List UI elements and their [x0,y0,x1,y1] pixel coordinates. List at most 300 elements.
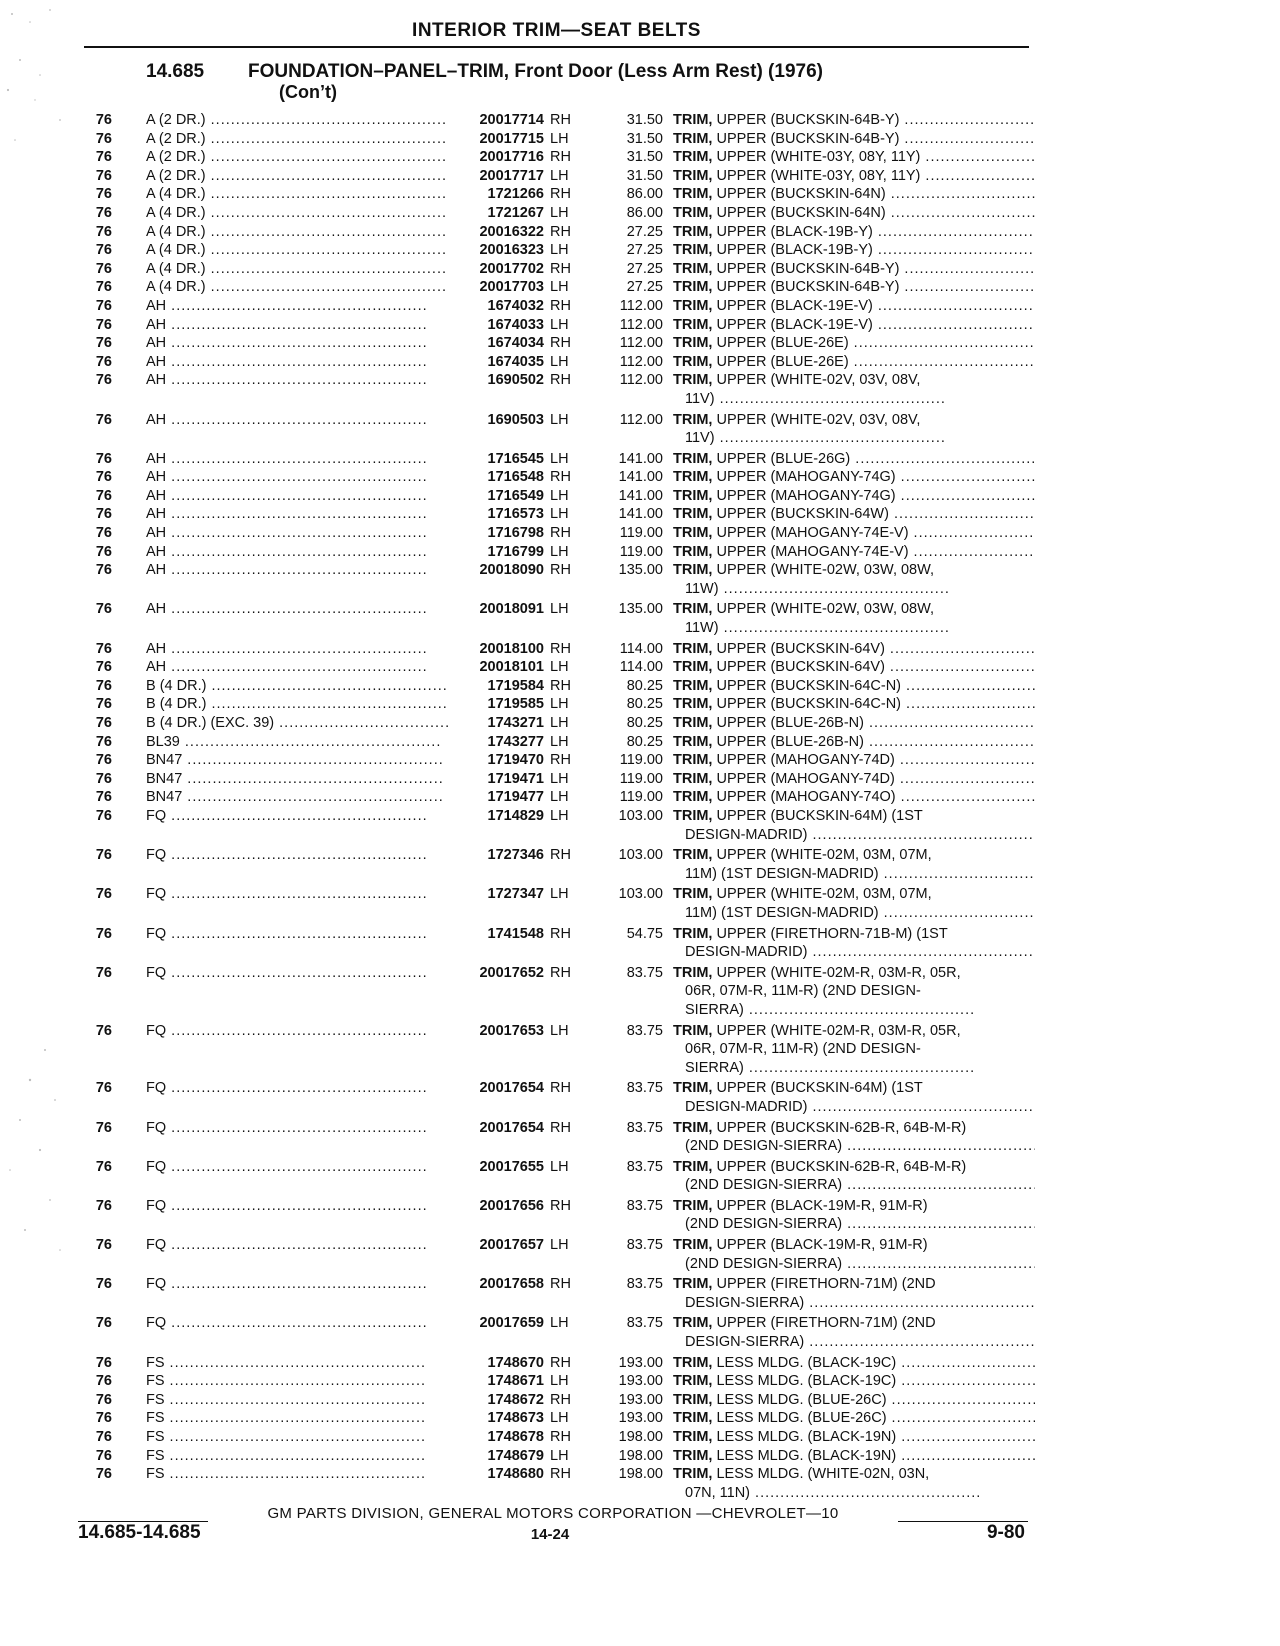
year-cell: 76 [95,640,112,657]
description-line: TRIM, UPPER (BLACK-19M-R, 91M-R) [673,1237,928,1254]
description-keyword: TRIM, [673,847,713,864]
price-cell: 193.00 [618,1410,663,1427]
year-cell: 76 [95,1119,112,1136]
table-row [78,1079,1038,1118]
price-cell: 119.00 [619,752,663,769]
description-keyword: TRIM, [673,640,713,657]
description-line: (2ND DESIGN-SIERRA) ..... [673,1215,1035,1234]
part-number-cell: 1748670 [448,1354,544,1373]
price-cell: 135.00 [618,601,663,618]
part-number-cell: 20017654 [448,1119,544,1138]
description-line: TRIM, UPPER (WHITE-03Y, 08Y, 11Y) ..... [673,148,1035,167]
description-line: TRIM, LESS MLDG. (BLACK-19C) ..... [673,1354,1035,1373]
part-number-cell: 1727347 [448,885,544,904]
description-cell [673,316,1035,335]
description-keyword: TRIM, [673,130,713,147]
model-cell: AH ..... [146,411,456,430]
description-keyword: TRIM, [673,659,713,676]
side-cell: LH [550,733,569,750]
model-cell: AH ..... [146,353,456,372]
part-number-cell: 1748671 [448,1372,544,1391]
price-cell: 80.25 [626,715,663,731]
table-row [78,714,1038,733]
price-cell: 141.00 [618,469,663,486]
table-row [78,770,1038,789]
description-cell [673,223,1035,242]
description-keyword: TRIM, [673,487,713,504]
part-number-cell: 20017702 [448,260,544,279]
side-cell: RH [550,223,571,240]
table-row [78,1409,1038,1428]
part-number-cell: 20017653 [448,1022,544,1041]
model-cell: AH ..... [146,658,456,677]
model-cell: B (4 DR.) ..... [146,695,456,714]
price-cell: 27.25 [626,279,663,296]
side-cell: LH [550,279,569,296]
year-cell: 76 [95,487,112,504]
table-row [78,223,1038,242]
description-line: TRIM, UPPER (WHITE-02W, 03W, 08W, [673,601,935,618]
year-cell: 76 [95,601,112,618]
description-cell [673,1119,1035,1156]
price-cell: 119.00 [619,789,663,806]
model-cell: FQ ..... [146,1197,456,1216]
part-number-cell: 20018101 [448,658,544,677]
part-number-cell: 20017657 [448,1236,544,1255]
description-keyword: TRIM, [673,543,713,560]
price-cell: 86.00 [626,204,663,221]
description-keyword: TRIM, [673,112,713,128]
side-cell: RH [550,925,571,942]
year-cell: 76 [95,1197,112,1214]
description-cell [673,241,1035,260]
description-keyword: TRIM, [673,335,713,352]
description-line: TRIM, UPPER (FIRETHORN-71B-M) (1ST [673,925,948,942]
price-cell: 83.75 [626,1276,663,1293]
part-number-cell: 20016323 [448,241,544,260]
side-cell: RH [550,562,571,579]
description-line: TRIM, LESS MLDG. (WHITE-02N, 03N, [673,1466,930,1483]
year-cell: 76 [95,659,112,676]
part-number-cell: 20018091 [448,600,544,619]
description-cell [673,751,1035,770]
side-cell: RH [550,372,571,389]
model-cell: AH ..... [146,371,456,390]
side-cell: LH [550,411,569,428]
part-number-cell: 1748678 [448,1428,544,1447]
model-cell: AH ..... [146,600,456,619]
year-cell: 76 [95,1373,112,1390]
table-row [78,1022,1038,1080]
model-cell: FQ ..... [146,1314,456,1333]
description-cell [673,1428,1035,1447]
table-row [78,1314,1038,1353]
year-cell: 76 [95,1391,112,1408]
side-cell: LH [550,130,569,147]
description-cell [673,770,1035,789]
description-cell [673,1465,1035,1502]
price-cell: 119.00 [619,770,663,787]
table-row [78,487,1038,506]
description-line: TRIM, UPPER (FIRETHORN-71M) (2ND [673,1315,936,1332]
part-number-cell: 20017658 [448,1275,544,1294]
price-cell: 141.00 [618,450,663,467]
description-line: TRIM, UPPER (MAHOGANY-74G) ..... [673,468,1035,487]
description-line: DESIGN-MADRID) ..... [673,826,1035,845]
table-row [78,600,1038,639]
description-line: TRIM, UPPER (WHITE-02V, 03V, 08V, [673,372,921,389]
description-keyword: TRIM, [673,1373,713,1390]
year-cell: 76 [95,1410,112,1427]
description-line: TRIM, UPPER (BUCKSKIN-64B-Y) ..... [673,111,1035,130]
price-cell: 83.75 [626,1315,663,1332]
description-line: TRIM, UPPER (BUCKSKIN-62B-R, 64B-M-R) [673,1119,967,1136]
year-cell: 76 [95,260,112,277]
description-line: TRIM, UPPER (WHITE-02W, 03W, 08W, [673,562,935,579]
part-number-cell: 1743277 [448,733,544,752]
year-cell: 76 [95,1315,112,1332]
price-cell: 114.00 [619,640,663,657]
price-cell: 83.75 [626,1158,663,1175]
description-line: 06R, 07M-R, 11M-R) (2ND DESIGN- [685,983,921,1000]
model-cell: FS ..... [146,1465,456,1484]
parts-table [78,111,1038,1504]
model-cell: A (4 DR.) ..... [146,260,456,279]
footer-group-range: 14.685-14.685 [78,1522,201,1543]
year-cell: 76 [95,789,112,806]
price-cell: 83.75 [626,1197,663,1214]
year-cell: 76 [95,847,112,864]
model-cell: FQ ..... [146,807,456,826]
table-row [78,524,1038,543]
side-cell: RH [550,335,571,352]
description-cell [673,846,1035,883]
table-row [78,371,1038,410]
year-cell: 76 [95,1429,112,1445]
model-cell: A (2 DR.) ..... [146,167,456,186]
table-row [78,640,1038,659]
description-keyword: TRIM, [673,964,713,981]
part-number-cell: 1748672 [448,1391,544,1410]
table-row [78,695,1038,714]
part-number-cell: 1716549 [448,487,544,506]
description-line: TRIM, UPPER (MAHOGANY-74G) ..... [673,487,1035,506]
table-row [78,297,1038,316]
model-cell: FS ..... [146,1354,456,1373]
description-keyword: TRIM, [673,601,713,618]
part-number-cell: 20017703 [448,278,544,297]
model-cell: AH ..... [146,505,456,524]
table-row [78,1391,1038,1410]
description-line: TRIM, UPPER (BUCKSKIN-64N) ..... [673,185,1035,204]
year-cell: 76 [95,925,112,942]
model-cell: AH ..... [146,487,456,506]
description-cell [673,524,1035,543]
price-cell: 27.25 [626,260,663,277]
side-cell: RH [550,1119,571,1136]
year-cell: 76 [95,1080,112,1097]
part-number-cell: 20018100 [448,640,544,659]
price-cell: 112.00 [619,411,663,428]
table-row [78,130,1038,149]
table-row [78,1428,1038,1447]
model-cell: AH ..... [146,524,456,543]
table-row [78,751,1038,770]
year-cell: 76 [95,130,112,147]
price-cell: 114.00 [619,659,663,676]
section-title [146,62,1026,102]
description-line: (2ND DESIGN-SIERRA) ..... [673,1176,1035,1195]
table-row [78,241,1038,260]
price-cell: 119.00 [619,525,663,542]
description-keyword: TRIM, [673,1410,713,1427]
table-row [78,543,1038,562]
table-row [78,505,1038,524]
year-cell: 76 [95,186,112,203]
description-keyword: TRIM, [673,1197,713,1214]
year-cell: 76 [95,715,112,731]
price-cell: 31.50 [626,167,663,184]
description-cell [673,148,1035,167]
description-cell [673,353,1035,372]
description-line: TRIM, LESS MLDG. (BLUE-26C) ..... [673,1409,1035,1428]
part-number-cell: 20017654 [448,1079,544,1098]
side-cell: RH [550,964,571,981]
table-row [78,450,1038,469]
side-cell: LH [550,487,569,504]
model-cell: FQ ..... [146,885,456,904]
model-cell: A (4 DR.) ..... [146,204,456,223]
side-cell: RH [550,847,571,864]
table-row [78,204,1038,223]
description-line: TRIM, UPPER (BLUE-26E) ..... [673,334,1035,353]
part-number-cell: 1748679 [448,1447,544,1466]
description-line: TRIM, UPPER (BUCKSKIN-64B-Y) ..... [673,260,1035,279]
year-cell: 76 [95,353,112,370]
description-keyword: TRIM, [673,1466,713,1483]
price-cell: 112.00 [619,372,663,389]
table-row [78,185,1038,204]
description-line: TRIM, UPPER (WHITE-02M-R, 03M-R, 05R, [673,1022,961,1039]
model-cell: FS ..... [146,1391,456,1410]
price-cell: 103.00 [618,807,663,824]
description-cell [673,297,1035,316]
side-cell: RH [550,1080,571,1097]
table-row [78,1158,1038,1197]
description-line: DESIGN-MADRID) ..... [673,943,1035,962]
description-line: TRIM, UPPER (MAHOGANY-74O) ..... [673,788,1035,807]
side-cell: LH [550,1022,569,1039]
description-keyword: TRIM, [673,715,713,731]
model-cell: AH ..... [146,468,456,487]
description-cell [673,1022,1035,1078]
model-cell: FQ ..... [146,1079,456,1098]
model-cell: FQ ..... [146,1158,456,1177]
table-row [78,658,1038,677]
description-line: 06R, 07M-R, 11M-R) (2ND DESIGN- [685,1041,921,1058]
description-keyword: TRIM, [673,925,713,942]
year-cell: 76 [95,1022,112,1039]
description-line: TRIM, UPPER (BUCKSKIN-64M) (1ST [673,807,923,824]
description-line: TRIM, LESS MLDG. (BLACK-19N) ..... [673,1447,1035,1466]
price-cell: 112.00 [619,316,663,333]
description-line: TRIM, UPPER (BLACK-19E-V) ..... [673,297,1035,316]
description-line: TRIM, UPPER (BUCKSKIN-64C-N) ..... [673,677,1035,696]
description-cell [673,450,1035,469]
description-cell [673,640,1035,659]
year-cell: 76 [95,242,112,259]
year-cell: 76 [95,1354,112,1371]
description-line: 11V) ..... [673,429,1035,448]
year-cell: 76 [95,411,112,428]
description-cell [673,167,1035,186]
description-cell [673,411,1035,448]
part-number-cell: 1690503 [448,411,544,430]
side-cell: LH [550,1158,569,1175]
model-cell: FQ ..... [146,1275,456,1294]
side-cell: LH [550,1410,569,1427]
part-number-cell: 1719584 [448,677,544,696]
description-keyword: TRIM, [673,1354,713,1371]
part-number-cell: 1716545 [448,450,544,469]
year-cell: 76 [95,223,112,240]
description-cell [673,1197,1035,1234]
year-cell: 76 [95,335,112,352]
description-line: TRIM, UPPER (MAHOGANY-74D) ..... [673,751,1035,770]
description-line: TRIM, UPPER (BUCKSKIN-64M) (1ST [673,1080,923,1097]
year-cell: 76 [95,1276,112,1293]
description-line: TRIM, LESS MLDG. (BLUE-26C) ..... [673,1391,1035,1410]
description-line: TRIM, UPPER (BLUE-26E) ..... [673,353,1035,372]
description-keyword: TRIM, [673,562,713,579]
price-cell: 83.75 [626,1080,663,1097]
side-cell: LH [550,353,569,370]
description-line: TRIM, UPPER (BLUE-26B-N) ..... [673,733,1035,752]
side-cell: RH [550,112,571,128]
part-number-cell: 1727346 [448,846,544,865]
description-cell [673,788,1035,807]
table-row [78,885,1038,924]
price-cell: 83.75 [626,1119,663,1136]
side-cell: RH [550,752,571,769]
description-keyword: TRIM, [673,1276,713,1293]
side-cell: LH [550,543,569,560]
description-cell [673,543,1035,562]
part-number-cell: 1716798 [448,524,544,543]
description-line: TRIM, LESS MLDG. (BLACK-19C) ..... [673,1372,1035,1391]
side-cell: LH [550,1447,569,1464]
year-cell: 76 [95,807,112,824]
price-cell: 80.25 [626,696,663,713]
description-line: TRIM, UPPER (BUCKSKIN-64B-Y) ..... [673,130,1035,149]
side-cell: LH [550,242,569,259]
price-cell: 54.75 [626,925,663,942]
year-cell: 76 [95,149,112,166]
year-cell: 76 [95,1447,112,1464]
price-cell: 31.50 [626,149,663,166]
part-number-cell: 1743271 [448,714,544,733]
price-cell: 103.00 [618,847,663,864]
description-cell [673,600,1035,637]
side-cell: RH [550,1429,571,1445]
part-number-cell: 1719585 [448,695,544,714]
description-keyword: TRIM, [673,149,713,166]
description-line: TRIM, UPPER (BUCKSKIN-64V) ..... [673,658,1035,677]
table-row [78,1236,1038,1275]
side-cell: RH [550,469,571,486]
price-cell: 119.00 [619,543,663,560]
description-line: TRIM, LESS MLDG. (BLACK-19N) ..... [673,1428,1035,1447]
side-cell: LH [550,696,569,713]
description-cell [673,1236,1035,1273]
year-cell: 76 [95,1466,112,1483]
description-line: TRIM, UPPER (BUCKSKIN-64C-N) ..... [673,695,1035,714]
description-keyword: TRIM, [673,1237,713,1254]
table-row [78,561,1038,600]
side-cell: RH [550,1466,571,1483]
side-cell: LH [550,770,569,787]
description-line: 07N, 11N) ..... [673,1484,1035,1503]
description-cell [673,925,1035,962]
description-cell [673,561,1035,598]
model-cell: FQ ..... [146,846,456,865]
description-keyword: TRIM, [673,411,713,428]
description-line: TRIM, UPPER (WHITE-03Y, 08Y, 11Y) ..... [673,167,1035,186]
price-cell: 135.00 [618,562,663,579]
table-row [78,1354,1038,1373]
table-row [78,807,1038,846]
year-cell: 76 [95,450,112,467]
model-cell: AH ..... [146,450,456,469]
table-row [78,1372,1038,1391]
description-line: TRIM, UPPER (MAHOGANY-74D) ..... [673,770,1035,789]
year-cell: 76 [95,696,112,713]
year-cell: 76 [95,1158,112,1175]
model-cell: AH ..... [146,334,456,353]
side-cell: LH [550,789,569,806]
description-line: TRIM, UPPER (FIRETHORN-71M) (2ND [673,1276,936,1293]
description-keyword: TRIM, [673,450,713,467]
part-number-cell: 1674033 [448,316,544,335]
table-row [78,148,1038,167]
footer-page-number: 14-24 [530,1526,570,1543]
year-cell: 76 [95,372,112,389]
year-cell: 76 [95,112,112,128]
model-cell: A (4 DR.) ..... [146,278,456,297]
part-number-cell: 20017714 [448,111,544,130]
table-row [78,334,1038,353]
description-keyword: TRIM, [673,770,713,787]
model-cell: FQ ..... [146,1119,456,1138]
part-number-cell: 1716573 [448,505,544,524]
model-cell: A (2 DR.) ..... [146,130,456,149]
part-number-cell: 1741548 [448,925,544,944]
description-cell [673,130,1035,149]
description-line: TRIM, UPPER (BLUE-26G) ..... [673,450,1035,469]
description-cell [673,204,1035,223]
price-cell: 31.50 [626,130,663,147]
description-cell [673,111,1035,130]
table-row [78,846,1038,885]
model-cell: B (4 DR.) (EXC. 39) ..... [146,714,456,733]
side-cell: LH [550,601,569,618]
model-cell: B (4 DR.) ..... [146,677,456,696]
description-cell [673,1409,1035,1428]
description-keyword: TRIM, [673,353,713,370]
description-line: 11W) ..... [673,580,1035,599]
part-number-cell: 1674032 [448,297,544,316]
table-row [78,468,1038,487]
